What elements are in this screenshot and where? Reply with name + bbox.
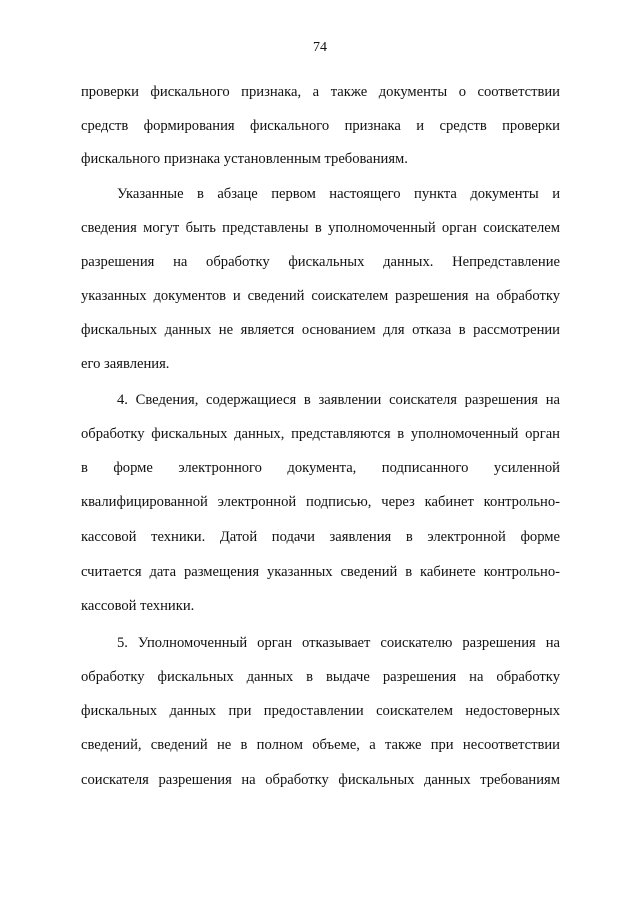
text-line: разрешения на обработку фискальных данных. Непредставление (81, 254, 560, 270)
text-line: его заявления. (81, 356, 170, 372)
text-line: сведения могут быть представлены в уполномоченный орган соискателем (81, 220, 560, 236)
text-line: обработку фискальных данных, представляются в уполномоченный орган (81, 426, 560, 442)
text-line: сведений, сведений не в полном объеме, а также при несоответствии (81, 737, 560, 753)
text-line: квалифицированной электронной подписью, через кабинет контрольно- (81, 494, 560, 510)
text-line: указанных документов и сведений соискателем разрешения на обработку (81, 288, 560, 304)
text-line: соискателя разрешения на обработку фискальных данных требованиям (81, 772, 560, 788)
text-line: фискального признака установленным требованиям. (81, 151, 408, 167)
text-line: считается дата размещения указанных сведений в кабинете контрольно- (81, 564, 560, 580)
text-line: обработку фискальных данных в выдаче разрешения на обработку (81, 669, 560, 685)
text-line: фискальных данных не является основанием для отказа в рассмотрении (81, 322, 560, 338)
page-number: 74 (313, 40, 327, 55)
text-line: 4. Сведения, содержащиеся в заявлении соискателя разрешения на (117, 392, 560, 408)
text-line: средств формирования фискального признака и средств проверки (81, 118, 560, 134)
text-line: кассовой техники. (81, 598, 195, 614)
text-line: кассовой техники. Датой подачи заявления в электронной форме (81, 529, 560, 545)
text-line: фискальных данных при предоставлении соискателем недостоверных (81, 703, 560, 719)
text-line: в форме электронного документа, подписанного усиленной (81, 460, 560, 476)
text-line: Указанные в абзаце первом настоящего пункта документы и (117, 186, 560, 202)
text-line: проверки фискального признака, а также документы о соответствии (81, 84, 560, 100)
text-line: 5. Уполномоченный орган отказывает соискателю разрешения на (117, 635, 560, 651)
